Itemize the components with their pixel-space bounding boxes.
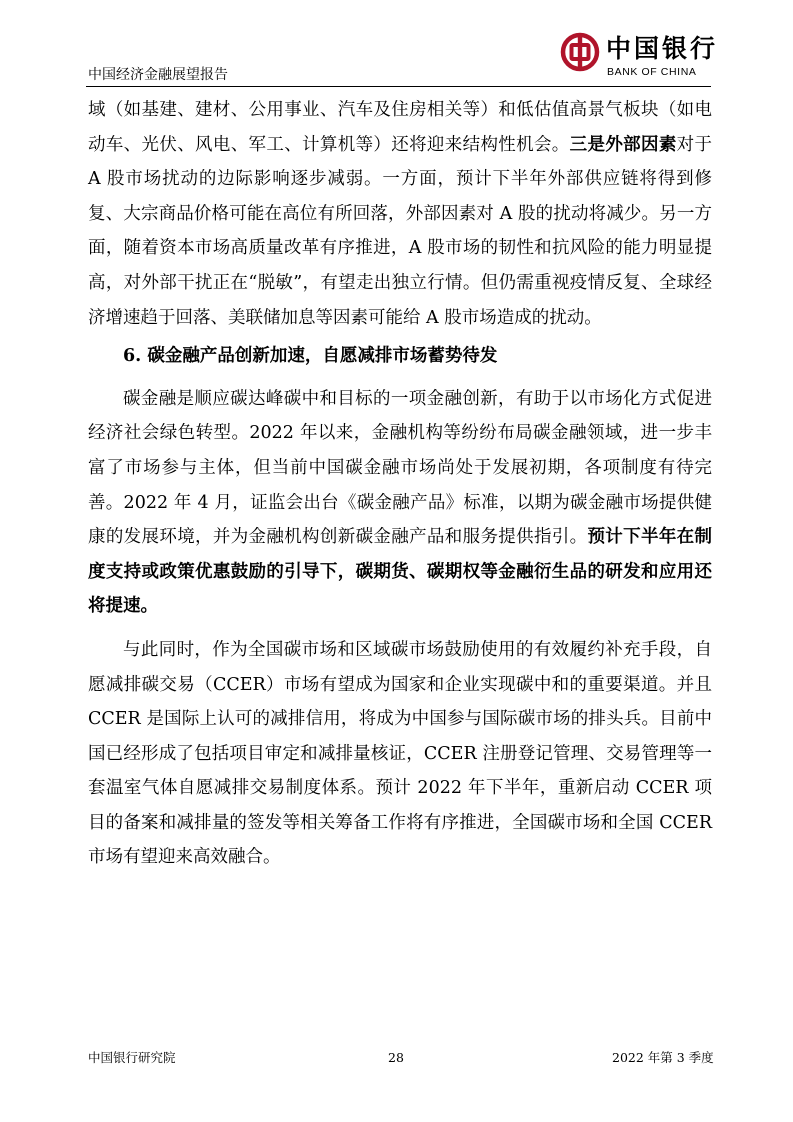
bank-of-china-emblem-icon (560, 32, 600, 72)
paragraph-text: 碳金融是顺应碳达峰碳中和目标的一项金融创新，有助于以市场化方式促进经济社会绿色转型。2022 年以来，金融机构等纷纷布局碳金融领域，进一步丰富了市场参与主体，但当前中国碳金融市场尚处于发展初期，各项制度有待完善。2022 年 4 月，证监会出台《碳金融产品》标准，以期为碳金融市场提供健康的发展环境，并为金融机构创新碳金融产品和服务提供指引。 (88, 388, 712, 548)
footer-period: 2022 年第 3 季度 (612, 1050, 714, 1065)
footer-page-number: 28 (388, 1050, 404, 1065)
footer-institute: 中国银行研究院 (88, 1050, 176, 1065)
logo-chinese-name: 中国银行 (606, 34, 719, 63)
paragraph-text: 对于 A 股市场扰动的边际影响逐步减弱。一方面，预计下半年外部供应链将得到修复、大宗商品价格可能在高位有所回落，外部因素对 A 股的扰动将减少。另一方面，随着资本市场高质量改革有序推进，A 股市场的韧性和抗风险的能力明显提高，对外部干扰正在“脱敏”，有望走出独立行情。但仍需重视疫情反复、全球经济增速趋于回落、美联储加息等因素可能给 A 股市场造成的扰动。 (88, 134, 713, 328)
paragraph-bold-text: 预计下半年在制度支持或政策优惠鼓励的引导下，碳期货、碳期权等金融衍生品的研发和应用还将提速。 (88, 527, 712, 617)
paragraph-a-share-outlook (88, 93, 712, 335)
bank-of-china-logo (560, 28, 720, 84)
logo-english-name: BANK OF CHINA (607, 66, 697, 78)
paragraph-ccer: 与此同时，作为全国碳市场和区域碳市场鼓励使用的有效履约补充手段，自愿减排碳交易（CCER）市场有望成为国家和企业实现碳中和的重要渠道。并且 CCER 是国际上认可的减排信用，将成为中国参与国际碳市场的排头兵。目前中国已经形成了包括项目审定和减排量核证，CCER 注册登记管理、交易管理等一套温室气体自愿减排交易制度体系。预计 2022 年下半年，重新启动 CCER 项目的备案和减排量的签发等相关筹备工作将有序推进，全国碳市场和全国 CCER 市场有望迎来高效融合。 (88, 639, 712, 868)
paragraph-carbon-finance (88, 382, 712, 624)
page-body (88, 93, 712, 875)
section-heading-carbon-finance: 6. 碳金融产品创新加速，自愿减排市场蓄势待发 (123, 346, 498, 367)
paragraph-bold-text: 三是外部因素 (569, 134, 677, 155)
header-divider (86, 86, 711, 87)
report-title: 中国经济金融展望报告 (88, 67, 228, 83)
paragraph-text: 域（如基建、建材、公用事业、汽车及住房相关等）和低估值高景气板块（如电动车、光伏、风电、军工、计算机等）还将迎来结构性机会。 (88, 100, 712, 155)
